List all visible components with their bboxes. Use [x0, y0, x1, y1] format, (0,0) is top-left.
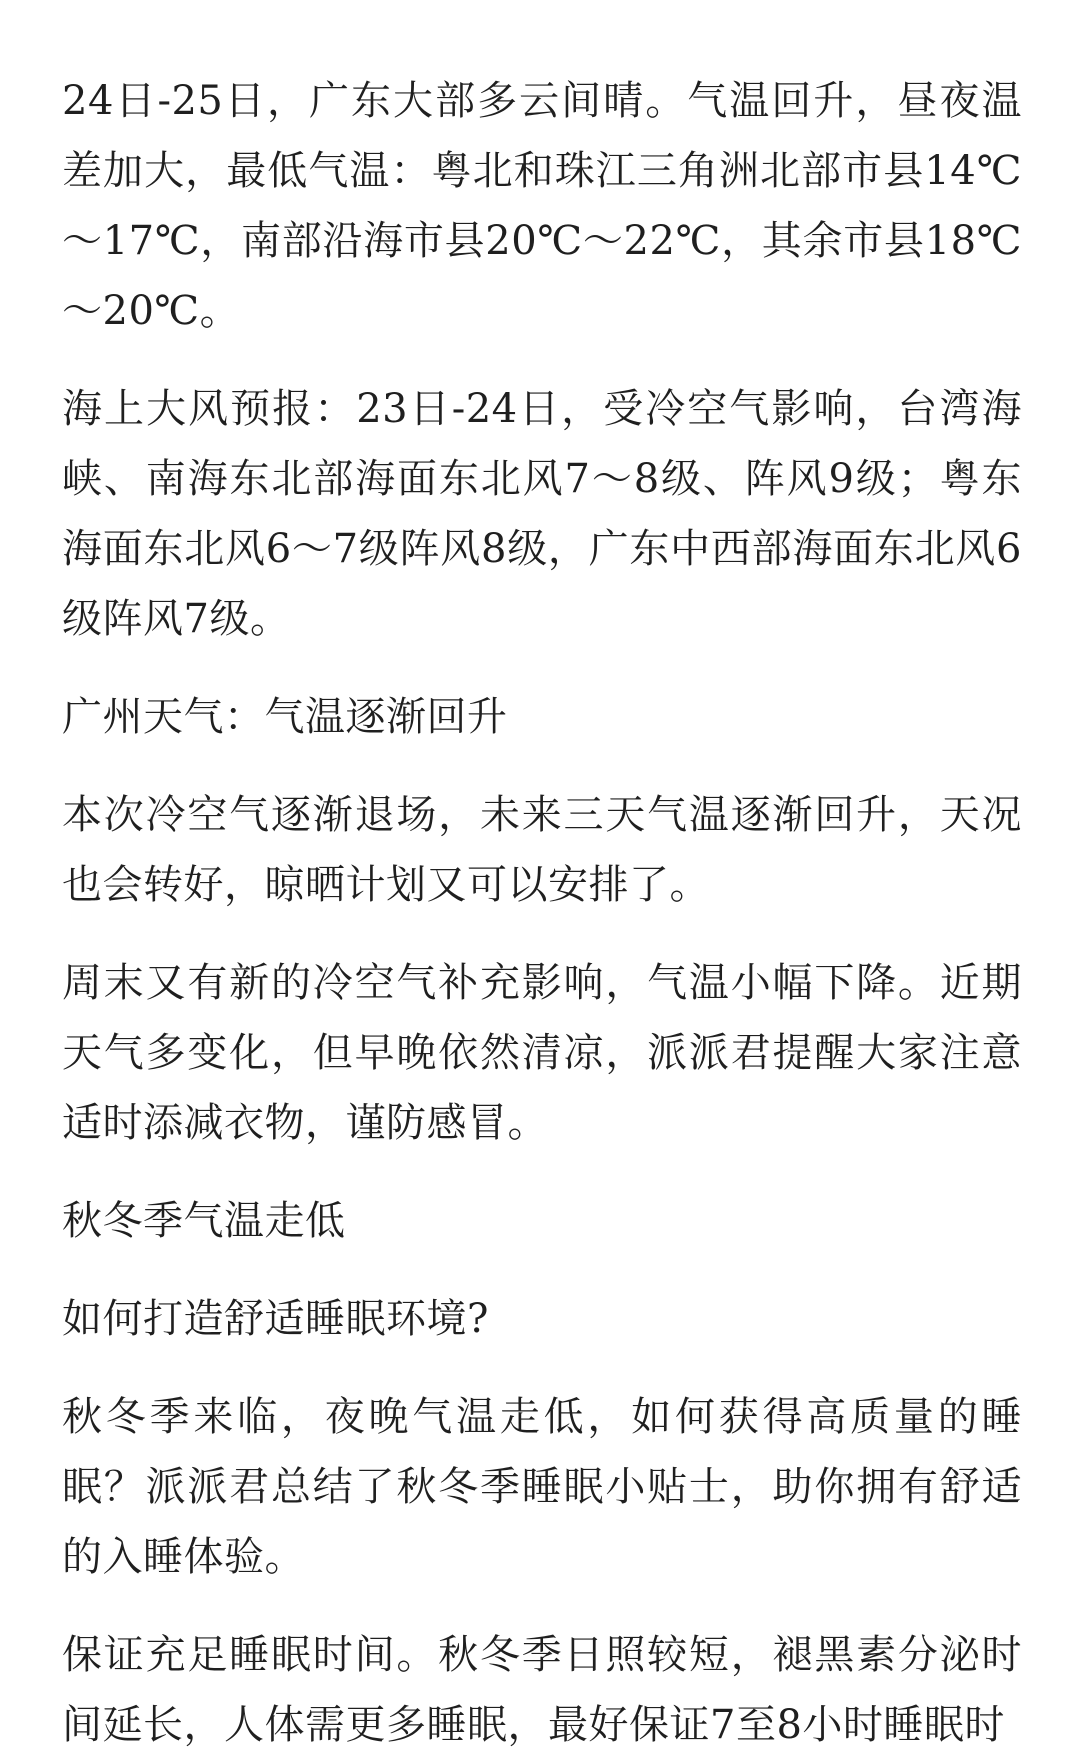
article-body [62, 66, 1022, 1760]
paragraph-sleep-duration: 保证充足睡眠时间。秋冬季日照较短，褪黑素分泌时间延长，人体需更多睡眠，最好保证7至8小时睡眠时 [62, 1632, 1022, 1748]
paragraph-marine-wind-forecast: 海上大风预报：23日-24日，受冷空气影响，台湾海峡、南海东北部海面东北风7～8级、阵风9级；粤东海面东北风6～7级阵风8级，广东中西部海面东北风6级阵风7级。 [62, 386, 1022, 642]
paragraph-weekend-cold-air: 周末又有新的冷空气补充影响，气温小幅下降。近期天气多变化，但早晚依然清凉，派派君提醒大家注意适时添减衣物，谨防感冒。 [62, 960, 1022, 1146]
paragraph-cold-air-retreat: 本次冷空气逐渐退场，未来三天气温逐渐回升，天况也会转好，晾晒计划又可以安排了。 [62, 792, 1022, 908]
paragraph-guangdong-weather: 24日-25日，广东大部多云间晴。气温回升，昼夜温差加大，最低气温：粤北和珠江三角洲北部市县14℃～17℃，南部沿海市县20℃～22℃，其余市县18℃～20℃。 [62, 78, 1022, 334]
paragraph-sleep-tips-intro: 秋冬季来临，夜晚气温走低，如何获得高质量的睡眠？派派君总结了秋冬季睡眠小贴士，助你拥有舒适的入睡体验。 [62, 1394, 1022, 1580]
subheading-autumn-winter-temperature: 秋冬季气温走低 [62, 1198, 346, 1244]
subheading-sleep-environment: 如何打造舒适睡眠环境? [62, 1296, 489, 1342]
subheading-guangzhou-weather: 广州天气：气温逐渐回升 [62, 694, 508, 740]
